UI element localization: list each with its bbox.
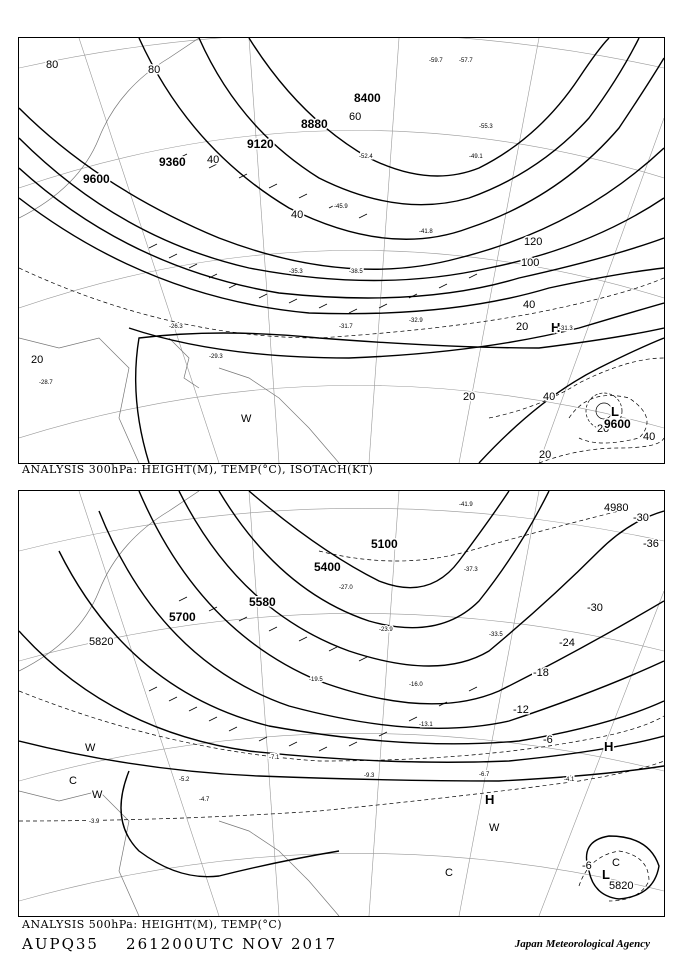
temp-label: -3.9: [89, 819, 100, 825]
height-label: 5820: [89, 636, 114, 648]
map-panel-500hpa: [18, 490, 665, 917]
isotherm-label: -6: [582, 860, 592, 872]
isotach-label: 40: [291, 209, 304, 221]
isotach-label: 120: [524, 236, 543, 248]
temp-label: -4.1: [564, 777, 575, 783]
temp-label: -32.9: [409, 318, 423, 324]
temp-label: -45.9: [334, 204, 348, 210]
graticule-300: [19, 38, 664, 463]
temp-label: -38.5: [349, 269, 363, 275]
temp-label: -9.3: [364, 773, 375, 779]
temp-label: -52.4: [359, 154, 373, 160]
graticule-500: [19, 491, 664, 916]
temp-label: -19.5: [309, 677, 323, 683]
isotach-label: 40: [643, 431, 656, 443]
isotherm-label: -18: [533, 667, 549, 679]
map-500hpa-svg: [19, 491, 664, 916]
isotach-label: 60: [349, 111, 362, 123]
high-pressure-marker: H: [604, 739, 614, 754]
coastlines-500: [19, 491, 339, 916]
isotherm-label: -30: [633, 512, 649, 524]
temp-label: -33.5: [489, 632, 503, 638]
height-label: 9120: [247, 137, 274, 151]
isotherm-label: -36: [643, 538, 659, 550]
temp-label: -37.3: [464, 567, 478, 573]
temp-label: -31.7: [339, 324, 353, 330]
height-label: 9360: [159, 155, 186, 169]
chart-code-and-time: [22, 935, 337, 953]
isotherm-label: -24: [559, 637, 575, 649]
temp-label: -49.1: [469, 154, 483, 160]
map-300hpa-svg: [19, 38, 664, 463]
isotherm-label: C: [612, 857, 620, 869]
temp-label: -35.3: [289, 269, 303, 275]
agency-credit: Japan Meteorological Agency: [514, 938, 650, 950]
warm-marker: W: [241, 413, 252, 425]
height-label: 5100: [371, 537, 398, 551]
valid-time: 261200UTC NOV 2017: [126, 935, 338, 953]
height-label: 5700: [169, 610, 196, 624]
temp-label: -16.0: [409, 682, 423, 688]
temp-label: -41.8: [419, 229, 433, 235]
cold-marker: C: [445, 867, 453, 879]
height-label: 9600: [604, 417, 631, 431]
temp-label: -41.9: [459, 502, 473, 508]
low-pressure-marker: L: [602, 867, 610, 882]
warm-marker: W: [85, 742, 96, 754]
isotherm-label: -6: [543, 734, 553, 746]
isotach-label: 20: [539, 449, 552, 461]
temp-label: -57.7: [459, 58, 473, 64]
temp-label: -6.7: [479, 772, 490, 778]
height-label: 5820: [609, 880, 634, 892]
high-pressure-marker: H: [485, 792, 495, 807]
isotach-label: 100: [521, 257, 540, 269]
temp-label: -7.1: [269, 755, 280, 761]
temp-label: -5.2: [179, 777, 190, 783]
chart-code: AUPQ35: [22, 935, 99, 953]
height-label: 4980: [604, 502, 629, 514]
temp-label: -4.7: [199, 797, 210, 803]
isotach-label: 80: [148, 64, 161, 76]
isotach-label: 20: [597, 423, 610, 435]
isotherm-label: -30: [587, 602, 603, 614]
isotach-label: 80: [46, 59, 59, 71]
temp-label: -29.3: [209, 354, 223, 360]
caption-500hpa: ANALYSIS 500hPa: HEIGHT(M), TEMP(°C): [22, 918, 283, 931]
height-label: 9600: [83, 172, 110, 186]
isotach-label: 20: [463, 391, 476, 403]
coastlines-300: [19, 38, 339, 463]
height-label: 8880: [301, 117, 328, 131]
isotach-label: 40: [543, 391, 556, 403]
temp-label: -31.3: [559, 326, 573, 332]
warm-marker: W: [489, 822, 500, 834]
temp-label: -55.3: [479, 124, 493, 130]
isotach-label: 40: [207, 154, 220, 166]
map-panel-300hpa: [18, 37, 665, 464]
isotach-label: 20: [516, 321, 529, 333]
temp-label: -26.3: [169, 324, 183, 330]
high-pressure-marker: H: [551, 320, 561, 335]
warm-marker: W: [92, 789, 103, 801]
height-contours-500: [19, 491, 664, 899]
cold-marker: C: [69, 775, 77, 787]
temp-label: -28.7: [39, 380, 53, 386]
height-label: 5580: [249, 595, 276, 609]
caption-300hpa: ANALYSIS 300hPa: HEIGHT(M), TEMP(°C), ISOTACH(KT): [22, 463, 374, 476]
temp-label: -23.9: [379, 627, 393, 633]
height-label: 5400: [314, 560, 341, 574]
temp-label: -59.7: [429, 58, 443, 64]
low-pressure-marker: L: [611, 404, 619, 419]
temp-label: -13.1: [419, 722, 433, 728]
isotach-label: 40: [523, 299, 536, 311]
height-label: 8400: [354, 91, 381, 105]
temp-label: -27.0: [339, 585, 353, 591]
isotherm-label: -12: [513, 704, 529, 716]
isotach-label: 20: [31, 354, 44, 366]
